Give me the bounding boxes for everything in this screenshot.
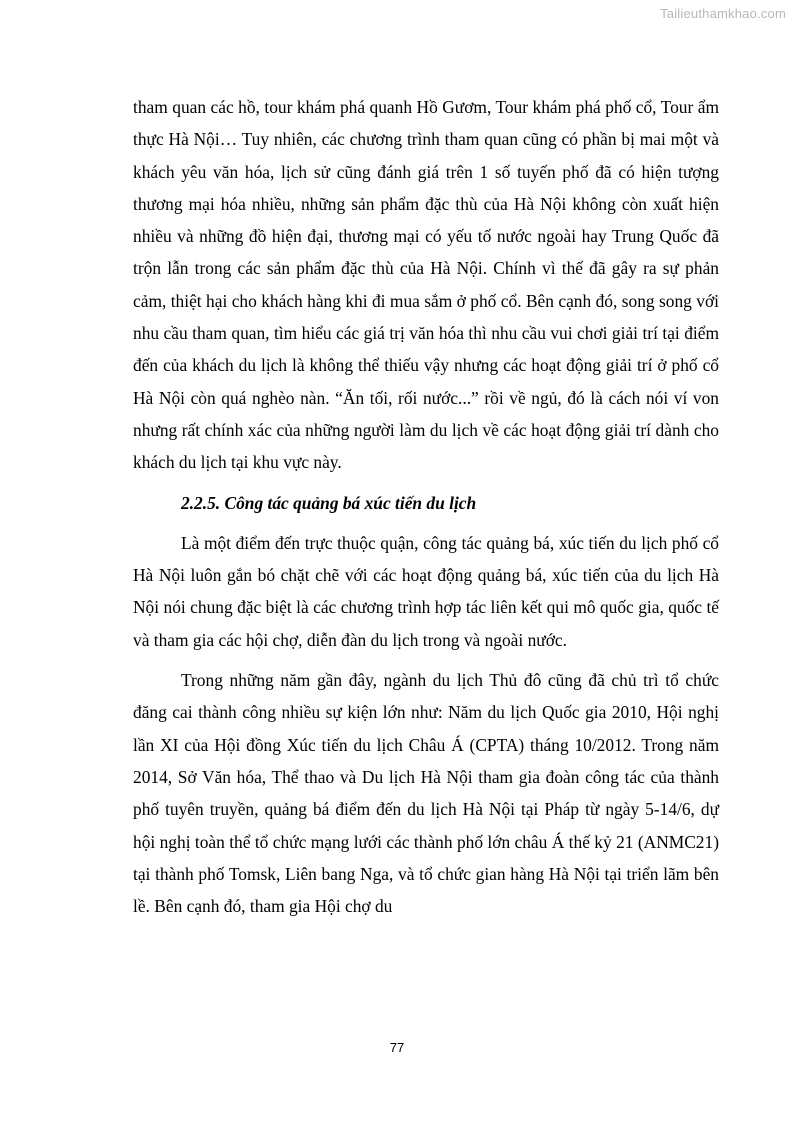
body-paragraph-3: Trong những năm gần đây, ngành du lịch Thủ đô cũng đã chủ trì tổ chức đăng cai thành công nhiều sự kiện lớn như: Năm du lịch Quốc gia 2010, Hội nghị lần XI của Hội đồng Xúc tiến du lịch Châu Á (CPTA) tháng 10/2012. Trong năm 2014, Sở Văn hóa, Thể thao và Du lịch Hà Nội tham gia đoàn công tác của thành phố tuyên truyền, quảng bá điểm đến du lịch Hà Nội tại Pháp từ ngày 5-14/6, dự hội nghị toàn thể tổ chức mạng lưới các thành phố lớn châu Á thế kỷ 21 (ANMC21) tại thành phố Tomsk, Liên bang Nga, và tổ chức gian hàng Hà Nội tại triển lãm bên lề. Bên cạnh đó, tham gia Hội chợ du [133, 670, 719, 917]
watermark-text: Tailieuthamkhao.com [660, 6, 786, 21]
page-body [133, 91, 719, 922]
section-heading: 2.2.5. Công tác quảng bá xúc tiến du lịch [181, 492, 477, 513]
page-number: 77 [389, 1040, 405, 1055]
body-paragraph-2: Là một điểm đến trực thuộc quận, công tác quảng bá, xúc tiến du lịch phố cổ Hà Nội luôn gắn bó chặt chẽ với các hoạt động quảng bá, xúc tiến của du lịch Hà Nội nói chung đặc biệt là các chương trình hợp tác liên kết qui mô quốc gia, quốc tế và tham gia các hội chợ, diễn đàn du lịch trong và ngoài nước. [133, 532, 719, 650]
body-paragraph-1: tham quan các hồ, tour khám phá quanh Hồ Gươm, Tour khám phá phố cổ, Tour ẩm thực Hà Nội… Tuy nhiên, các chương trình tham quan cũng có phần bị mai một và khách yêu văn hóa, lịch sử cũng đánh giá trên 1 số tuyến phố đã có hiện tượng thương mại hóa nhiều, những sản phẩm đặc thù của Hà Nội không còn xuất hiện nhiều và những đồ hiện đại, thương mại có yếu tố nước ngoài hay Trung Quốc đã trộn lẫn trong các sản phẩm đặc thù của Hà Nội. Chính vì thế đã gây ra sự phản cảm, thiệt hại cho khách hàng khi đi mua sắm ở phố cổ. Bên cạnh đó, song song với nhu cầu tham quan, tìm hiểu các giá trị văn hóa thì nhu cầu vui chơi giải trí tại điểm đến của khách du lịch là không thể thiếu vậy nhưng các hoạt động giải trí ở phố cổ Hà Nội còn quá nghèo nàn. “Ăn tối, rối nước...” rồi về ngủ, đó là cách nói ví von nhưng rất chính xác của những người làm du lịch về các hoạt động giải trí dành cho khách du lịch tại khu vực này. [133, 97, 719, 473]
